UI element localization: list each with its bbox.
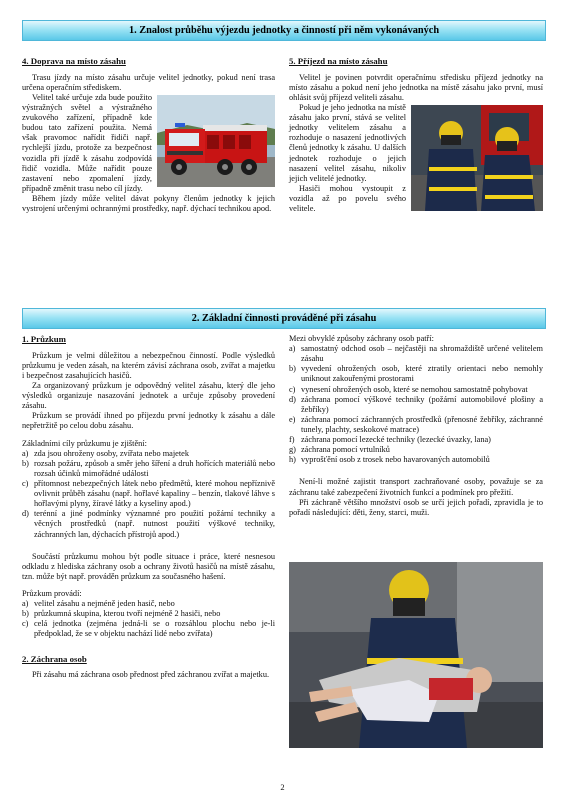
paragraph: Při zásahu má záchrana osob přednost před záchranou zvířat a majetku. bbox=[32, 670, 270, 680]
list-item: d) terénní a jiné podmínky významné pro použití požární techniky a věcných prostředků (např. nutnost použití výškové techniky, záchranných lan, dýchacích přístrojů apod.) bbox=[22, 509, 275, 539]
paragraph: Velitel je povinen potvrdit operačnímu středisku příjezd jednotky na místo zásahu a pokud není jeho jednotka na místě zásahu jako první, musí ohlásit svůj příjezd veliteli zásahu. bbox=[289, 72, 543, 102]
paragraph: Trasu jízdy na místo zásahu určuje velitel jednotky, pokud není trasa určena operačním střediskem. bbox=[22, 72, 275, 92]
paragraph: Velitel také určuje zda bude použito výstražných světel a výstražného zvukového zařízení, případně kde budou tato zařízení použita. Nemá však pravomoc nařídit řidiči např. rychlejší jízdu, protože za bezpečnost vozidla při jízdě k zásahu zodpovídá řidič vozidla. Může nařídit pouze zastavení nebo zpomalení jízdy, případně změnit trasu nebo cíl jízdy. bbox=[22, 92, 152, 193]
section-1-title: 1. Znalost průběhu výjezdu jednotky a činností při něm vykonávaných bbox=[22, 20, 546, 41]
pruzkum-heading: 1. Průzkum bbox=[22, 334, 66, 344]
subsection-4 bbox=[22, 56, 275, 214]
goals-list bbox=[22, 449, 275, 540]
subsection-5 bbox=[289, 56, 543, 214]
fire-truck-photo bbox=[157, 95, 275, 187]
paragraph: Součástí průzkumu mohou být podle situace i práce, které nesnesou odkladu z hlediska záchrany osob a ochrany životů hasičů na místě zásahu, tzn. může být např. prováděn průzkum za současného hašení. bbox=[22, 551, 275, 581]
section-2-left-column bbox=[22, 334, 275, 680]
subsection-4-heading: 4. Doprava na místo zásahu bbox=[22, 56, 126, 66]
zachrana-heading: 2. Záchrana osob bbox=[22, 653, 87, 664]
list-item: c) celá jednotka (zejména jedná-li se o rozsáhlou plochu nebo je-li předpoklad, že se v objektu nachází lidé nebo zvířata) bbox=[22, 619, 275, 639]
list-item: c) vynesení ohrožených osob, které se nemohou samostatně pohybovat bbox=[289, 384, 528, 394]
list-item: b) vyvedení ohrožených osob, které ztratily orientaci nebo nemohly uniknout zakouřenými prostorami bbox=[289, 364, 543, 384]
subsection-5-heading: 5. Příjezd na místo zásahu bbox=[289, 56, 388, 66]
paragraph: Při záchraně většího množství osob se určí jejich pořadí, zpravidla je to pořadí následující: děti, ženy, starci, muži. bbox=[289, 497, 543, 517]
provadi-list bbox=[22, 599, 275, 639]
paragraph: Během jízdy může velitel dávat pokyny členům jednotky k jejich vystrojení určenými ochrannými prostředky, např. dýchací technikou apod. bbox=[22, 194, 275, 214]
section-2-title: 2. Základní činnosti prováděné při zásahu bbox=[22, 308, 546, 329]
list-item: b) rozsah požáru, způsob a směr jeho šíření a druh hořících materiálů nebo rozsah účinků mimořádné události bbox=[22, 458, 275, 478]
paragraph: Průzkum se provádí ihned po příjezdu první jednotky k zásahu a dále nepřetržitě po celou dobu zásahu. bbox=[22, 411, 275, 431]
goals-intro: Základními cíly průzkumu je zjištění: bbox=[22, 438, 147, 448]
firefighters-photo bbox=[411, 105, 543, 211]
list-item: b) průzkumná skupina, kterou tvoří nejméně 2 hasiči, nebo bbox=[22, 609, 221, 619]
list-item: a) zda jsou ohroženy osoby, zvířata nebo majetek bbox=[22, 448, 189, 458]
paragraph: Není-li možné zajistit transport zachraňované osoby, považuje se za záchranu také zabezpečení životních funkcí a podmínek pro přežití. bbox=[289, 477, 543, 497]
paragraph: Za organizovaný průzkum je odpovědný velitel zásahu, který dle jeho výsledků organizuje nasazování jednotek a určuje způsoby provedení zásahu. bbox=[22, 381, 275, 411]
list-item: a) samostatný odchod osob – nejčastěji na shromaždiště určené velitelem zásahu bbox=[289, 344, 543, 364]
list-item: g) záchrana pomocí vrtulníků bbox=[289, 445, 390, 455]
ways-intro: Mezi obvyklé způsoby záchrany osob patří: bbox=[289, 334, 434, 343]
paragraph: Pokud je jeho jednotka na místě zásahu jako první, stává se velitel jednotky velitelem zásahu a rozhoduje o nasazení jednotlivých členů jednotky k zásahu. U dalších jednotek rozhoduje o jejich nasazení velitel zásahu, nikoliv jejich velitelé jednotky. bbox=[289, 103, 406, 183]
rescue-ways-list bbox=[289, 344, 543, 465]
provadi-intro: Průzkum provádí: bbox=[22, 589, 82, 599]
list-item: e) záchrana pomocí záchranných prostředků (přenosné žebříky, záchranné tunely, plachty, seskokové matrace) bbox=[289, 414, 543, 434]
section-2-right-column bbox=[289, 334, 543, 518]
paragraph: Hasiči mohou vystoupit z vozidla až po povelu svého velitele. bbox=[289, 183, 406, 214]
list-item: f) záchrana pomocí lezecké techniky (lezecké úvazky, lana) bbox=[289, 435, 491, 445]
list-item: a) velitel zásahu a nejméně jeden hasič, nebo bbox=[22, 599, 175, 609]
list-item: c) přítomnost nebezpečných látek nebo předmětů, které mohou nepříznivě ovlivnit průběh zásahu (např. hořlavé kapaliny – benzín, tlakové láhve s hořlavými plyny, žíravé látky a kyseliny apod.) bbox=[22, 479, 275, 509]
list-item: d) záchrana pomocí výškové techniky (požární automobilové plošiny a žebříky) bbox=[289, 394, 543, 414]
paragraph: Průzkum je velmi důležitou a nebezpečnou činností. Podle výsledků průzkumu je veden zásah, na kterém závisí záchrana osob, zvířat a majetku i bezpečnost zasahujících hasičů. bbox=[22, 350, 275, 380]
rescue-photo bbox=[289, 562, 543, 748]
page-number: 2 bbox=[280, 782, 285, 792]
list-item: h) vyprošťění osob z trosek nebo havarovaných automobilů bbox=[289, 455, 490, 465]
